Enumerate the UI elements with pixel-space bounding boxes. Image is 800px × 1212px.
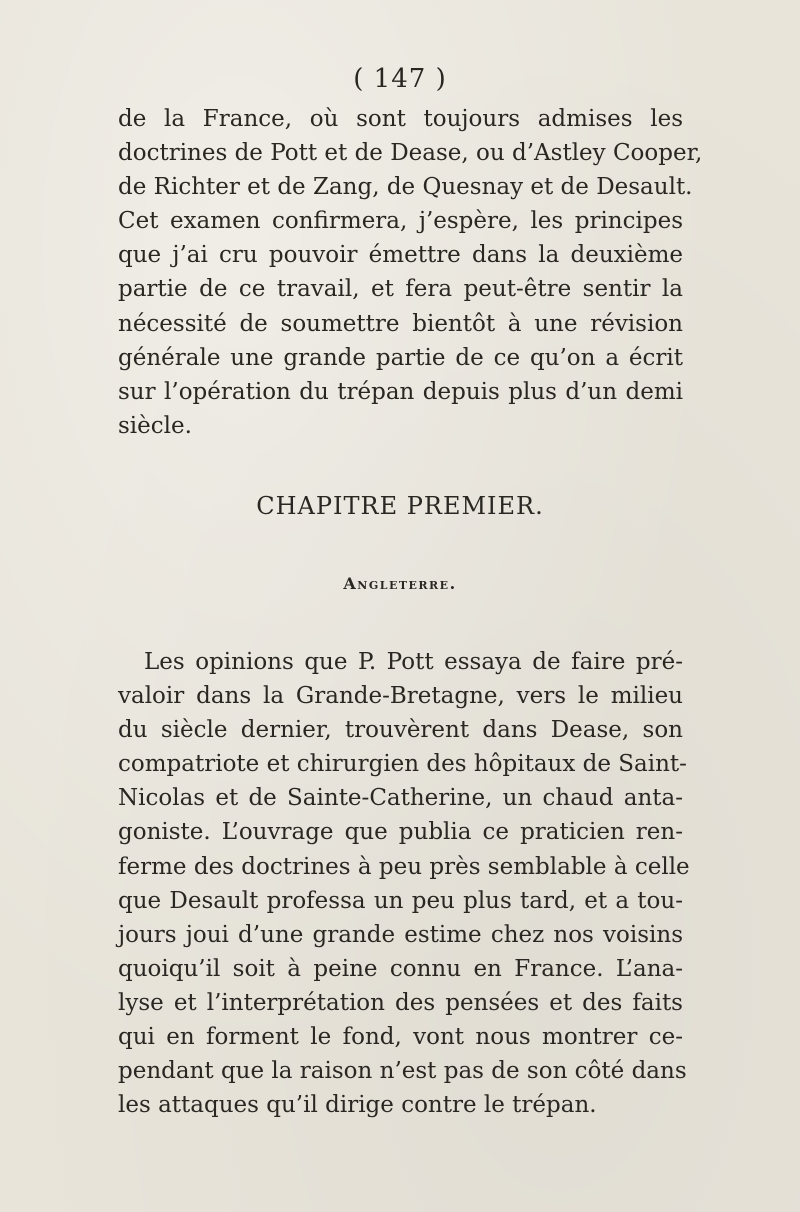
- text-line: sur l’opération du trépan depuis plus d’un demi: [118, 378, 683, 405]
- section-title: [0, 574, 800, 593]
- text-line: que Desault professa un peu plus tard, et a tou-: [118, 887, 683, 914]
- text-line: siècle.: [118, 412, 192, 439]
- text-line: partie de ce travail, et fera peut-être sentir la: [118, 276, 683, 303]
- text-line: de Richter et de Zang, de Quesnay et de Desault.: [118, 174, 693, 201]
- text-line: ferme des doctrines à peu près semblable à celle: [118, 853, 690, 880]
- chapter-title: CHAPITRE PREMIER.: [256, 492, 544, 520]
- text-line: jours joui d’une grande estime chez nos voisins: [118, 921, 683, 948]
- paragraph-intro: [118, 102, 703, 443]
- text-line: Les opinions que P. Pott essaya de faire pré-: [144, 649, 683, 675]
- text-line: nécessité de soumettre bientôt à une révision: [118, 310, 683, 337]
- text-line: lyse et l’interprétation des pensées et des faits: [118, 989, 683, 1016]
- text-line: les attaques qu’il dirige contre le trépan.: [118, 1092, 597, 1119]
- text-line: Nicolas et de Sainte-Catherine, un chaud anta-: [118, 785, 683, 812]
- text-line: valoir dans la Grande-Bretagne, vers le milieu: [118, 683, 683, 710]
- text-line: Cet examen confirmera, j’espère, les principes: [118, 208, 683, 235]
- paragraph-angleterre: [118, 645, 690, 1122]
- text-line: que j’ai cru pouvoir émettre dans la deuxième: [118, 242, 683, 269]
- text-line: pendant que la raison n’est pas de son côté dans: [118, 1058, 687, 1085]
- text-line: du siècle dernier, trouvèrent dans Dease, son: [118, 717, 683, 744]
- text-line: de la France, où sont toujours admises les: [118, 106, 683, 132]
- page-number: ( 147 ): [353, 64, 447, 94]
- text-line: doctrines de Pott et de Dease, ou d’Astley Cooper,: [118, 140, 703, 167]
- text-line: goniste. L’ouvrage que publia ce praticien ren-: [118, 819, 683, 846]
- text-line: compatriote et chirurgien des hôpitaux de Saint-: [118, 751, 687, 778]
- section-title-text: Angleterre.: [343, 574, 457, 593]
- text-line: générale une grande partie de ce qu’on a écrit: [118, 344, 683, 371]
- text-line: qui en forment le fond, vont nous montrer ce-: [118, 1024, 683, 1051]
- text-line: quoiqu’il soit à peine connu en France. L’ana-: [118, 955, 683, 982]
